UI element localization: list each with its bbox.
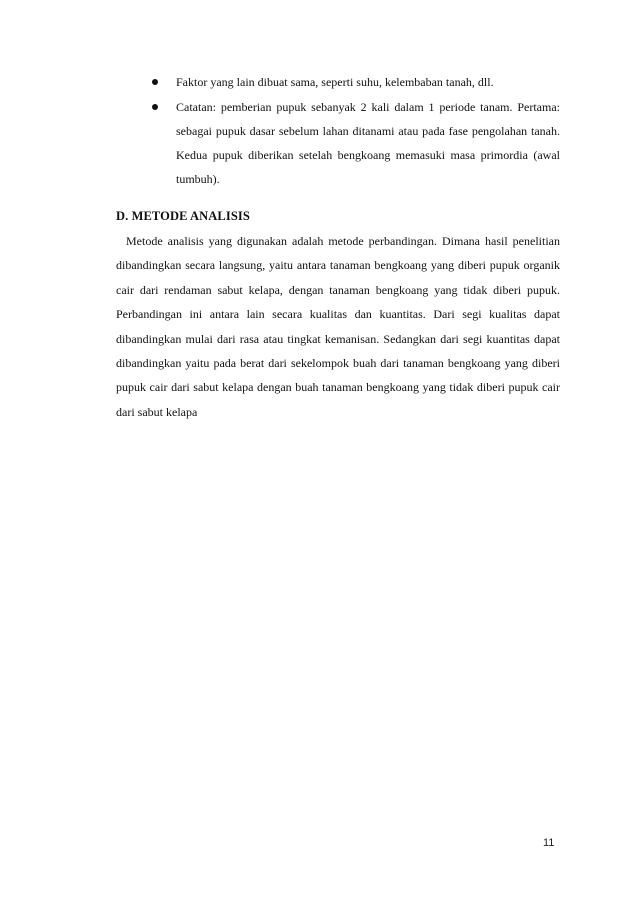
section-paragraph: Metode analisis yang digunakan adalah metode perbandingan. Dimana hasil penelitian dibandingkan secara langsung, yaitu antara tanaman bengkoang yang diberi pupuk organik cair dari rendaman sabut kelapa, dengan tanaman bengkoang yang tidak diberi pupuk. Perbandingan ini antara lain secara kualitas dan kuantitas. Dari segi kualitas dapat dibandingkan mulai dari rasa atau tingkat kemanisan. Sedangkan dari segi kuantitas dapat dibandingkan yaitu pada berat dari sekelompok buah dari tanaman bengkoang yang diberi pupuk cair dari sabut kelapa dengan buah tanaman bengkoang yang tidak diberi pupuk cair dari sabut kelapa — [116, 234, 560, 419]
bullet-item — [150, 70, 560, 94]
bullet-text: Faktor yang lain dibuat sama, seperti suhu, kelembaban tanah, dll. — [176, 75, 494, 89]
bullet-icon — [152, 104, 158, 110]
page-number: 11 — [543, 837, 555, 849]
bullet-text: Catatan: pemberian pupuk sebanyak 2 kali dalam 1 periode tanam. Pertama: sebagai pupuk dasar sebelum lahan ditanami atau pada fase pengolahan tanah. Kedua pupuk diberikan setelah bengkoang memasuki masa primordia (awal tumbuh). — [176, 100, 560, 186]
bullet-icon — [152, 79, 158, 85]
section-heading: D. METODE ANALISIS — [116, 209, 250, 223]
bullet-item — [150, 95, 560, 191]
bullet-list — [150, 70, 560, 191]
